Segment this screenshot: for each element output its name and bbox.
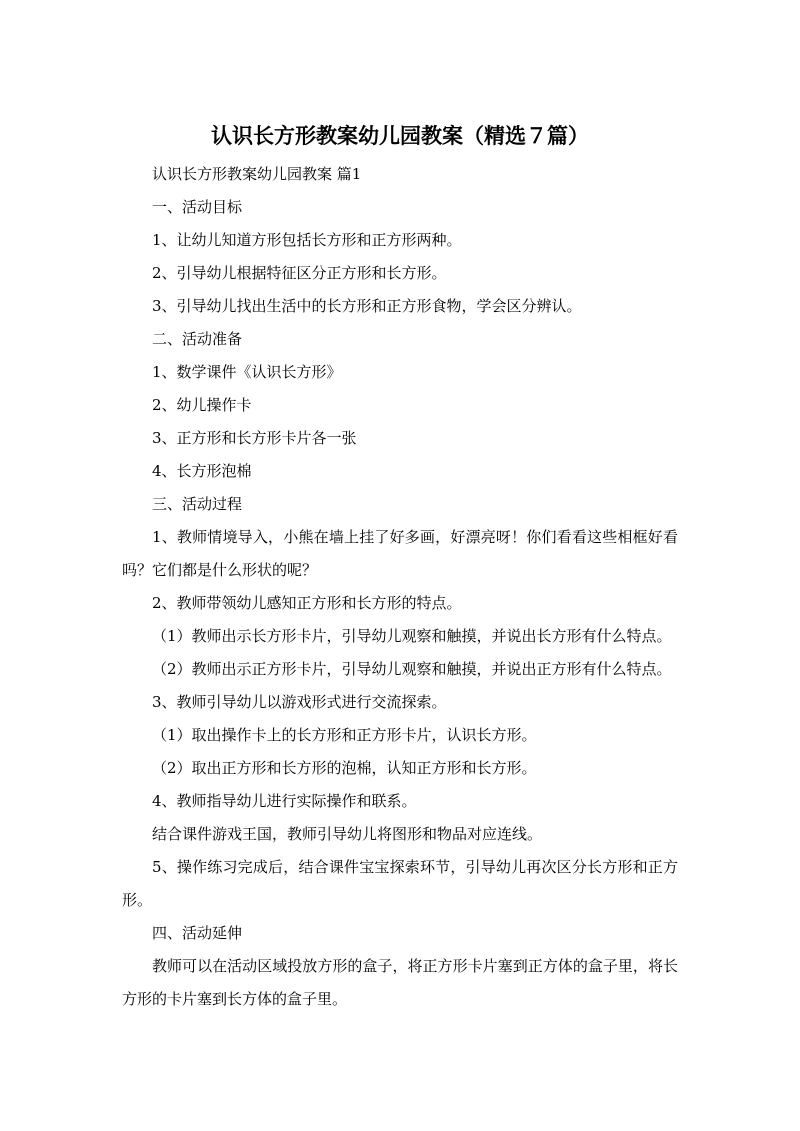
- document-title: 认识长方形教案幼儿园教案（精选７篇）: [211, 124, 589, 148]
- section-heading: 四、活动延伸: [152, 924, 243, 942]
- paragraph: （1）取出操作卡上的长方形和正方形卡片，认识长方形。: [152, 726, 537, 744]
- paragraph: （2）教师出示正方形卡片，引导幼儿观察和触摸，并说出正方形有什么特点。: [152, 660, 672, 678]
- paragraph: 2、幼儿操作卡: [152, 396, 252, 414]
- paragraph: 4、长方形泡棉: [152, 462, 252, 480]
- paragraph: 1、数学课件《认识长方形》: [152, 363, 342, 381]
- paragraph: 教师可以在活动区域投放方形的盒子，将正方形卡片塞到正方体的盒子里，将长方形的卡片塞到长方体的盒子里。: [122, 957, 678, 1008]
- paragraph: （1）教师出示长方形卡片，引导幼儿观察和触摸，并说出长方形有什么特点。: [152, 627, 672, 645]
- paragraph: 4、教师指导幼儿进行实际操作和联系。: [152, 792, 417, 810]
- paragraph: 2、教师带领幼儿感知正方形和长方形的特点。: [152, 594, 462, 612]
- paragraph: 1、让幼儿知道方形包括长方形和正方形两种。: [152, 231, 462, 249]
- paragraph: 3、教师引导幼儿以游戏形式进行交流探索。: [152, 693, 447, 711]
- section-heading: 一、活动目标: [152, 198, 243, 216]
- section-heading: 认识长方形教案幼儿园教案 篇1: [152, 165, 362, 183]
- paragraph: 1、教师情境导入，小熊在墙上挂了好多画，好漂亮呀！你们看看这些相框好看吗？它们都是什么形状的呢？: [122, 528, 678, 579]
- document-body: [122, 158, 678, 1016]
- paragraph: （2）取出正方形和长方形的泡棉，认知正方形和长方形。: [152, 759, 537, 777]
- paragraph: 3、正方形和长方形卡片各一张: [152, 429, 357, 447]
- section-heading: 三、活动过程: [152, 495, 243, 513]
- paragraph: 3、引导幼儿找出生活中的长方形和正方形食物，学会区分辨认。: [152, 297, 582, 315]
- paragraph: 2、引导幼儿根据特征区分正方形和长方形。: [152, 264, 447, 282]
- section-heading: 二、活动准备: [152, 330, 243, 348]
- paragraph: 结合课件游戏王国，教师引导幼儿将图形和物品对应连线。: [152, 825, 543, 843]
- paragraph: 5、操作练习完成后，结合课件宝宝探索环节，引导幼儿再次区分长方形和正方形。: [122, 858, 678, 909]
